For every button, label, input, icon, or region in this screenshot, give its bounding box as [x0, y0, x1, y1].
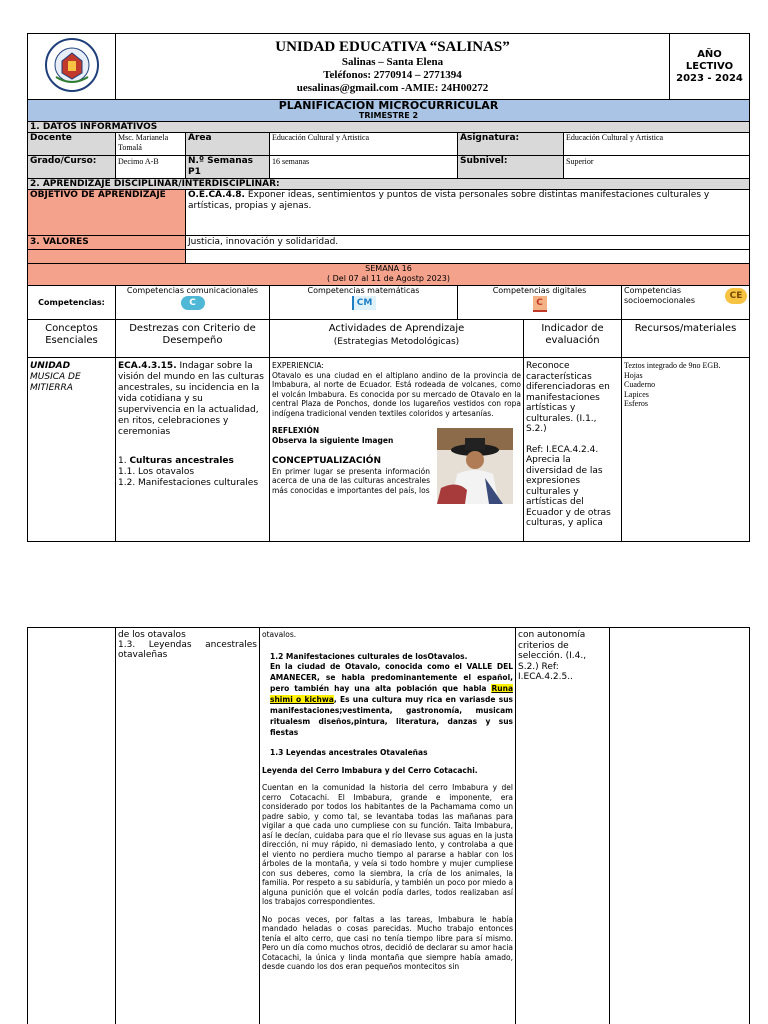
comp-digitales-label: Competencias digitales — [492, 286, 587, 295]
week-dates: ( Del 07 al 11 de Agostp 2023) — [326, 274, 451, 283]
indicador-text-2: Aprecia la diversidad de las expresiones culturales y artísticas del Ecuador y de otras culturas, y aplica — [526, 455, 611, 528]
legend-p1: Cuentan en la comunidad la historia del cerro Imbabura y del cerro Cotacachi. El Imbabura, grande e imponente, era considerado por todos los habitantes de la Pachamama como un padre sabio, y como tal, se levantaba todas las mañanas para vigilar a que cada uno cumpliese con su función. Taita Imbabura, así le decían, cuidaba para que el río llevase sus aguas en la justa dirección, ni muy rápido, ni demasiado lento, y controlaba a que el viento no perdiera mucho tiempo al pararse a hablar con los árboles de la montaña, y veía si todo hombre y mujer cumpliese con sus deberes, como la siembra, la cría de los animales, la familia. Por respeto a su sabiduría, y también un poco por miedo a alguna punición que el volcán podía darles, todos realizaban así los trabajos correspondientes. — [262, 783, 513, 906]
recurso-item: Cuaderno — [624, 380, 656, 389]
unidad-label: UNIDAD — [30, 361, 71, 371]
objetivo-label: OBJETIVO DE APRENDIZAJE — [28, 190, 186, 236]
week-cell — [28, 264, 750, 286]
competencias-label: Competencias: — [28, 286, 116, 320]
destrezas-cell-2 — [116, 628, 260, 1024]
recursos-cell-2 — [610, 628, 750, 1024]
tema-3: 1.3. Leyendas ancestrales otavaleñas — [118, 640, 257, 660]
recursos-cell — [622, 358, 750, 542]
recurso-item: Teztos integrado de 9no EGB. — [624, 361, 721, 370]
tema-2: 1.2. Manifestaciones culturales — [118, 478, 259, 488]
comp-matematicas — [270, 286, 458, 320]
col-actividades-sub: (Estrategias Metodológicas) — [333, 337, 460, 347]
col-destrezas: Destrezas con Criterio de Desempeño — [116, 320, 270, 358]
tema-num: 1. — [118, 456, 130, 466]
comp-digitales — [458, 286, 622, 320]
actividades-cell-2 — [260, 628, 516, 1024]
recurso-item: Lapices — [624, 389, 649, 399]
semanas-value: 16 semanas — [270, 156, 458, 179]
docente-value: Msc. Marianela Tomalá — [116, 133, 186, 156]
logo-cell — [28, 34, 116, 100]
experiencia-text: Otavalo es una ciudad en el altiplano andino de la provincia de Imbabura, al norte de Ecuador. Está rodeada de volcanes, como el volcán Imbabura. Es conocida por su mercado de Otavalo en la central Plaza de Ponchos, donde los lugareños vestidos con ropa indígena tradicional venden textiles coloridos y artesanías. — [272, 370, 521, 418]
legend-p2: No pocas veces, por faltas a las tareas, Imbabura le había mandado heladas o cosas parecidas. Mucho trabajo entonces tenía el alto cerro, que casi no tenía tiempo libre para sí mismo. Pero un día como muchos otros, decidió de declarar su amor hacia Cotacachi, la única y linda montaña que siempre había amado, desde cuando los dos eran pequeños montecitos sin — [262, 914, 513, 971]
plan-title: PLANIFICACION MICROCURRICULAR — [278, 99, 499, 112]
section2-title: 2. APRENDIZAJE DISCIPLINAR/INTERDISCIPLINAR: — [28, 179, 750, 190]
term: TRIMESTRE 2 — [358, 111, 419, 120]
grado-label: Grado/Curso: — [28, 156, 116, 179]
year-label: AÑO LECTIVO — [685, 48, 734, 72]
valores-spacer-label — [28, 250, 186, 264]
conceptos-cell-2 — [28, 628, 116, 1024]
tema-1: 1.1. Los otavalos — [118, 467, 195, 477]
comp-matematicas-label: Competencias matemáticas — [307, 286, 420, 295]
section1-title: 1. DATOS INFORMATIVOS — [28, 122, 750, 133]
col-conceptos: Conceptos Esenciales — [28, 320, 116, 358]
concept-text: En primer lugar se presenta información acerca de una de las culturas ancestrales más conocidas e importantes del país, los — [272, 466, 430, 495]
valores-value: Justicia, innovación y solidaridad. — [186, 236, 750, 250]
school-email: uesalinas@gmail.com -AMIE: 24H00272 — [296, 81, 489, 94]
area-label: Área — [186, 133, 270, 156]
recurso-item: Esferos — [624, 399, 648, 408]
comp-comunicacionales — [116, 286, 270, 320]
subnivel-value: Superior — [564, 156, 750, 179]
concept-label: CONCEPTUALIZACIÓN — [272, 456, 381, 466]
destreza-cont: de los otavalos — [118, 630, 186, 640]
actividades-cell — [270, 358, 524, 542]
experiencia-label: EXPERIENCIA: — [272, 361, 324, 370]
destreza-text: Indagar sobre la visión del mundo en las culturas ancestrales, su incidencia en la vida cotidiana y su supervivencia en la actualidad, en ritos, celebraciones y ceremonias — [118, 361, 264, 437]
kichwa-highlight: Runa shimi o kichwa — [270, 684, 513, 704]
tema-title: Culturas ancestrales — [129, 456, 234, 466]
week-title: SEMANA 16 — [365, 264, 412, 273]
page-gap — [0, 560, 768, 625]
school-year — [670, 34, 750, 100]
indicador-cont: con autonomía criterios de selección. (I.4., S.2.) Ref: — [518, 630, 587, 672]
indicador-text: Reconoce características diferenciadoras en manifestaciones artísticas y culturales. (I.1., S.2.) — [526, 361, 610, 434]
objetivo-cell — [186, 190, 750, 236]
objetivo-code: O.E.CA.4.8. — [188, 190, 245, 200]
act-start: otavalos. — [262, 630, 297, 639]
otavalo-photo — [437, 428, 513, 504]
comp-socio-label: Competencias socioemocionales — [624, 286, 695, 305]
col-indicador: Indicador de evaluación — [524, 320, 622, 358]
valores-label: 3. VALORES — [28, 236, 186, 250]
col-actividades — [270, 320, 524, 358]
semanas-label: N.º Semanas P1 — [186, 156, 270, 179]
socioemocionales-icon: CE — [725, 288, 747, 304]
school-phones: Teléfonos: 2770914 – 2771394 — [323, 68, 462, 81]
objetivo-text: Exponer ideas, sentimientos y puntos de vista personales sobre distintas manifestaciones culturales y artísticas, propias y ajenas. — [188, 190, 710, 211]
docente-label: Docente — [28, 133, 116, 156]
unidad-name: MUSICA DE MITIERRA — [30, 372, 81, 393]
digitales-icon: C — [533, 296, 547, 312]
sub12-text-b: , Es una cultura muy rica en variasde sus manifestaciones;vestimenta, gastronomía, musicam ritualesm diseños,pintura, literatura, danzas y sus fiestas — [270, 695, 513, 737]
planning-table-page-1 — [27, 33, 750, 542]
sub12-text — [262, 661, 513, 738]
grado-value: Decimo A-B — [116, 156, 186, 179]
asignatura-value: Educación Cultural y Artistica — [564, 133, 750, 156]
asignatura-label: Asignatura: — [458, 133, 564, 156]
school-logo — [44, 37, 100, 93]
sub13-title: 1.3 Leyendas ancestrales Otavaleñas — [270, 748, 428, 757]
sub12-text-a: En la ciudad de Otavalo, conocida como el VALLE DEL AMANECER, se habla predominantemente el español, pero también hay una alta población que habla — [270, 662, 513, 693]
year-value: 2023 - 2024 — [676, 72, 743, 84]
ref-1: Ref: I.ECA.4.2.4. — [526, 444, 599, 455]
legend-title: Leyenda del Cerro Imbabura y del Cerro Cotacachi. — [262, 765, 478, 775]
matematicas-icon: CM — [352, 296, 376, 310]
conceptos-cell — [28, 358, 116, 542]
indicador-cell-2 — [516, 628, 610, 1024]
recurso-item: Hojas — [624, 370, 643, 380]
subnivel-label: Subnivel: — [458, 156, 564, 179]
col-recursos: Recursos/materiales — [622, 320, 750, 358]
col-actividades-title: Actividades de Aprendizaje — [328, 323, 465, 334]
comunicacionales-icon: C — [181, 296, 205, 310]
area-value: Educación Cultural y Artistica — [270, 133, 458, 156]
school-header — [116, 34, 670, 100]
reflexion-text: Observa la siguiente Imagen — [272, 435, 394, 445]
school-name: UNIDAD EDUCATIVA “SALINAS” — [275, 38, 510, 55]
planning-table-page-2 — [27, 627, 750, 1024]
destrezas-cell — [116, 358, 270, 542]
plan-title-cell — [28, 100, 750, 122]
indicador-cell — [524, 358, 622, 542]
comp-socioemocionales — [622, 286, 750, 320]
destreza-code: ECA.4.3.15. — [118, 361, 177, 371]
comp-comunicacionales-label: Competencias comunicacionales — [126, 286, 259, 295]
sub12-title: 1.2 Manifestaciones culturales de losOtavalos. — [270, 651, 468, 661]
school-location: Salinas – Santa Elena — [341, 55, 444, 68]
valores-spacer — [186, 250, 750, 264]
reflexion-label: REFLEXIÓN — [272, 426, 320, 435]
ref-2: I.ECA.4.2.5.. — [518, 672, 573, 682]
page-2 — [0, 625, 768, 1024]
